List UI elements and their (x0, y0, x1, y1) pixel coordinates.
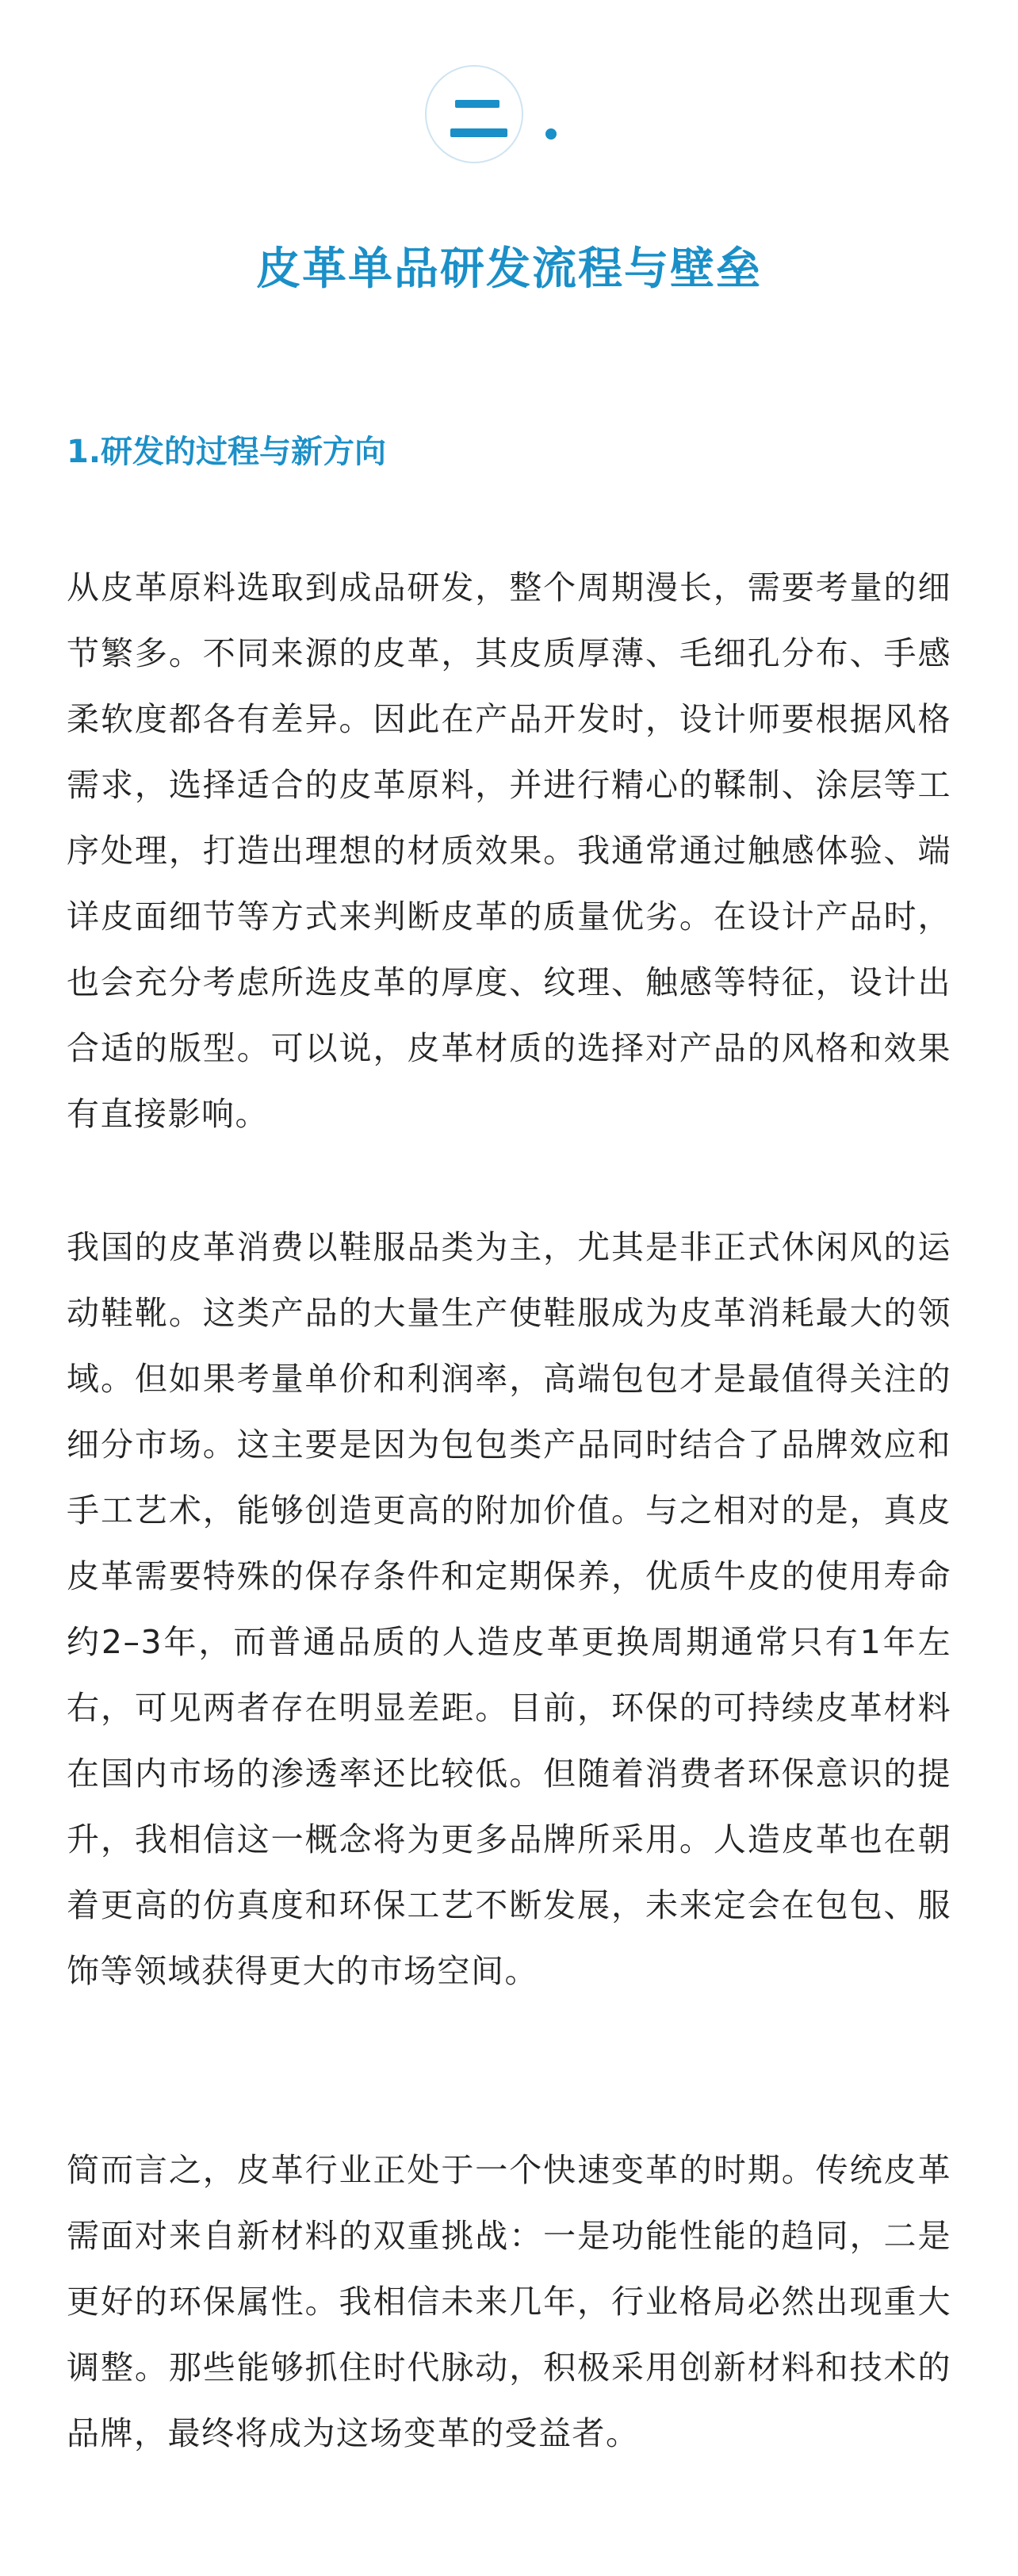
body-paragraph-3: 简而言之，皮革行业正处于一个快速变革的时期。传统皮革需面对来自新材料的双重挑战：一是功能性能的趋同，二是更好的环保属性。我相信未来几年，行业格局必然出现重大调整。那些能够抓住时代脉动，积极采用创新材料和技术的品牌，最终将成为这场变革的受益者。 (67, 2151, 951, 2452)
numeral-stroke-top (455, 100, 499, 108)
body-paragraph-1: 从皮革原料选取到成品研发，整个周期漫长，需要考量的细节繁多。不同来源的皮革，其皮质厚薄、毛细孔分布、手感柔软度都各有差异。因此在产品开发时，设计师要根据风格需求，选择适合的皮革原料，并进行精心的鞣制、涂层等工序处理，打造出理想的材质效果。我通常通过触感体验、端详皮面细节等方式来判断皮革的质量优劣。在设计产品时，也会充分考虑所选皮革的厚度、纹理、触感等特征，设计出合适的版型。可以说，皮革材质的选择对产品的风格和效果有直接影响。 (67, 568, 951, 1133)
section-title: 皮革单品研发流程与壁垒 (256, 243, 762, 295)
body-paragraph-2: 我国的皮革消费以鞋服品类为主，尤其是非正式休闲风的运动鞋靴。这类产品的大量生产使鞋服成为皮革消耗最大的领域。但如果考量单价和利润率，高端包包才是最值得关注的细分市场。这主要是因为包包类产品同时结合了品牌效应和手工艺术，能够创造更高的附加价值。与之相对的是，真皮皮革需要特殊的保存条件和定期保养，优质牛皮的使用寿命约2–3年，而普通品质的人造皮革更换周期通常只有1年左右，可见两者存在明显差距。目前，环保的可持续皮革材料在国内市场的渗透率还比较低。但随着消费者环保意识的提升，我相信这一概念将为更多品牌所采用。人造皮革也在朝着更高的仿真度和环保工艺不断发展，未来定会在包包、服饰等领域获得更大的市场空间。 (67, 1228, 951, 1990)
numeral-stroke-bottom (450, 128, 507, 137)
subsection-heading: 1.研发的过程与新方向 (67, 434, 387, 470)
section-number-glyph (449, 82, 525, 146)
badge-dot (545, 128, 557, 140)
section-number-badge (425, 65, 526, 167)
